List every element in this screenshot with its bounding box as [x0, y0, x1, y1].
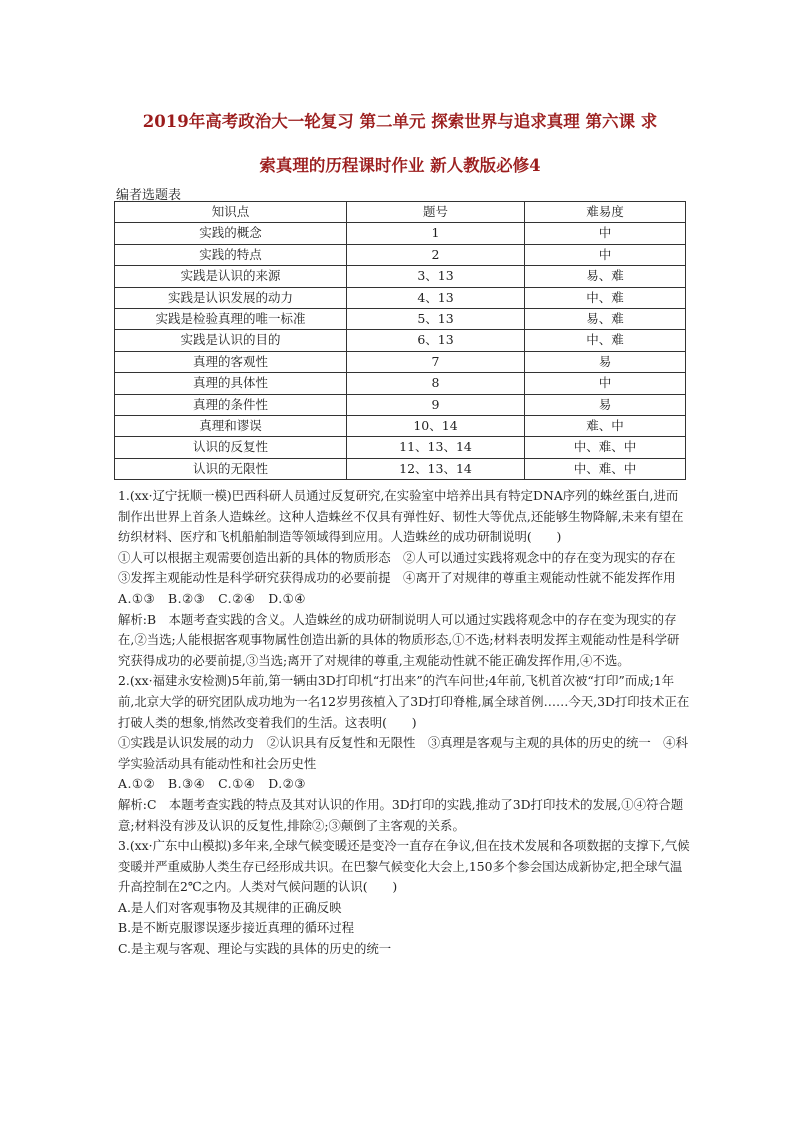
question-1-analysis: 解析:B 本题考查实践的含义。人造蛛丝的成功研制说明人可以通过实践将观念中的存在变为现实的存在,②当选;人能根据客观事物属性创造出新的具体的物质形态,①不选;材料表明发挥主观能动性是科学研究获得成功的必要前提,③当选;离开了对规律的尊重,主观能动性就不能正确发挥作用,④不选。 — [118, 611, 680, 668]
table-cell: 中、难 — [525, 287, 686, 308]
table-row — [115, 416, 686, 437]
table-cell: 中、难 — [525, 330, 686, 351]
table-row — [115, 351, 686, 372]
table-cell: 实践是认识的来源 — [115, 266, 347, 287]
question-2-options: A.①② B.③④ C.①④ D.②③ — [118, 776, 306, 792]
question-1-statements: ①人可以根据主观需要创造出新的具体的物质形态 ②人可以通过实践将观念中的存在变为现实的存在 ③发挥主观能动性是科学研究获得成功的必要前提 ④离开了对规律的尊重主观能动性就不能发挥作用 — [118, 549, 688, 586]
table-cell: 10、14 — [347, 416, 525, 437]
table-cell: 中、难、中 — [525, 458, 686, 479]
question-2-statements: ①实践是认识发展的动力 ②认识具有反复性和无限性 ③真理是客观与主观的具体的历史的统一 ④科学实验活动具有能动性和社会历史性 — [118, 735, 688, 771]
table-cell: 实践是认识发展的动力 — [115, 287, 347, 308]
table-cell: 易 — [525, 394, 686, 415]
document-title-line-1: 2019年高考政治大一轮复习 第二单元 探索世界与追求真理 第六课 求 — [142, 112, 658, 131]
table-cell: 中、难、中 — [525, 437, 686, 458]
table-cell: 2 — [347, 244, 525, 265]
table-cell: 易、难 — [525, 266, 686, 287]
table-cell: 8 — [347, 373, 525, 394]
table-cell: 4、13 — [347, 287, 525, 308]
table-row — [115, 437, 686, 458]
table-cell: 中 — [525, 223, 686, 244]
question-1-stem: 1.(xx·辽宁抚顺一模)巴西科研人员通过反复研究,在实验室中培养出具有特定DNA序列的蛛丝蛋白,进而制作出世界上首条人造蛛丝。这种人造蛛丝不仅具有弹性好、韧性大等优点,还能够生物降解,未来有望在纺织材料、医疗和飞机船舶制造等领域得到应用。人造蛛丝的成功研制说明( ) — [118, 488, 684, 545]
table-cell: 7 — [347, 351, 525, 372]
question-3-stem: 3.(xx·广东中山模拟)多年来,全球气候变暖还是变冷一直存在争议,但在技术发展和各项数据的支撑下,气候变暖并严重威胁人类生存已经形成共识。在巴黎气候变化大会上,150多个参会国达成新协定,把全球气温升高控制在2℃之内。人类对气候问题的认识( ) — [118, 838, 690, 895]
table-cell: 6、13 — [347, 330, 525, 351]
question-2-stem: 2.(xx·福建永安检测)5年前,第一辆由3D打印机“打出来”的汽车问世;4年前,飞机首次被“打印”而成;1年前,北京大学的研究团队成功地为一名12岁男孩植入了3D打印脊椎,属全球首例……今天,3D打印技术正在打破人类的想象,悄然改变着我们的生活。这表明( ) — [118, 673, 690, 730]
table-row — [115, 266, 686, 287]
table-cell: 难、中 — [525, 416, 686, 437]
question-3-option-c: C.是主观与客观、理论与实践的具体的历史的统一 — [118, 941, 392, 957]
table-cell: 5、13 — [347, 309, 525, 330]
table-cell: 11、13、14 — [347, 437, 525, 458]
table-cell: 12、13、14 — [347, 458, 525, 479]
table-cell: 真理的客观性 — [115, 351, 347, 372]
table-cell: 3、13 — [347, 266, 525, 287]
table-row — [115, 458, 686, 479]
table-row — [115, 223, 686, 244]
table-header-row — [115, 202, 686, 223]
table-row — [115, 394, 686, 415]
question-3-option-a: A.是人们对客观事物及其规律的正确反映 — [118, 899, 342, 915]
question-1-options: A.①③ B.②③ C.②④ D.①④ — [118, 590, 306, 606]
table-caption: 编者选题表 — [116, 188, 182, 203]
table-cell: 实践的概念 — [115, 223, 347, 244]
table-cell: 易 — [525, 351, 686, 372]
table-cell: 认识的反复性 — [115, 437, 347, 458]
table-row — [115, 287, 686, 308]
table-cell: 易、难 — [525, 309, 686, 330]
table-cell: 1 — [347, 223, 525, 244]
table-cell: 难易度 — [525, 202, 686, 223]
table-row — [115, 244, 686, 265]
table-cell: 知识点 — [115, 202, 347, 223]
table-cell: 9 — [347, 394, 525, 415]
table-cell: 中 — [525, 373, 686, 394]
question-3-option-b: B.是不断克服谬误逐步接近真理的循环过程 — [118, 920, 355, 936]
question-body — [118, 486, 690, 960]
table-row — [115, 373, 686, 394]
table-cell: 真理的具体性 — [115, 373, 347, 394]
document-title-line-2: 索真理的历程课时作业 新人教版必修4 — [259, 156, 541, 175]
table-cell: 真理的条件性 — [115, 394, 347, 415]
table-cell: 中 — [525, 244, 686, 265]
table-row — [115, 309, 686, 330]
question-2-analysis: 解析:C 本题考查实践的特点及其对认识的作用。3D打印的实践,推动了3D打印技术的发展,①④符合题意;材料没有涉及认识的反复性,排除②;③颠倒了主客观的关系。 — [118, 796, 684, 833]
table-cell: 实践是检验真理的唯一标准 — [115, 309, 347, 330]
table-cell: 实践是认识的目的 — [115, 330, 347, 351]
table-cell: 认识的无限性 — [115, 458, 347, 479]
table-row — [115, 330, 686, 351]
table-cell: 真理和谬误 — [115, 416, 347, 437]
table-cell: 实践的特点 — [115, 244, 347, 265]
table-cell: 题号 — [347, 202, 525, 223]
topic-selection-table — [114, 201, 686, 480]
